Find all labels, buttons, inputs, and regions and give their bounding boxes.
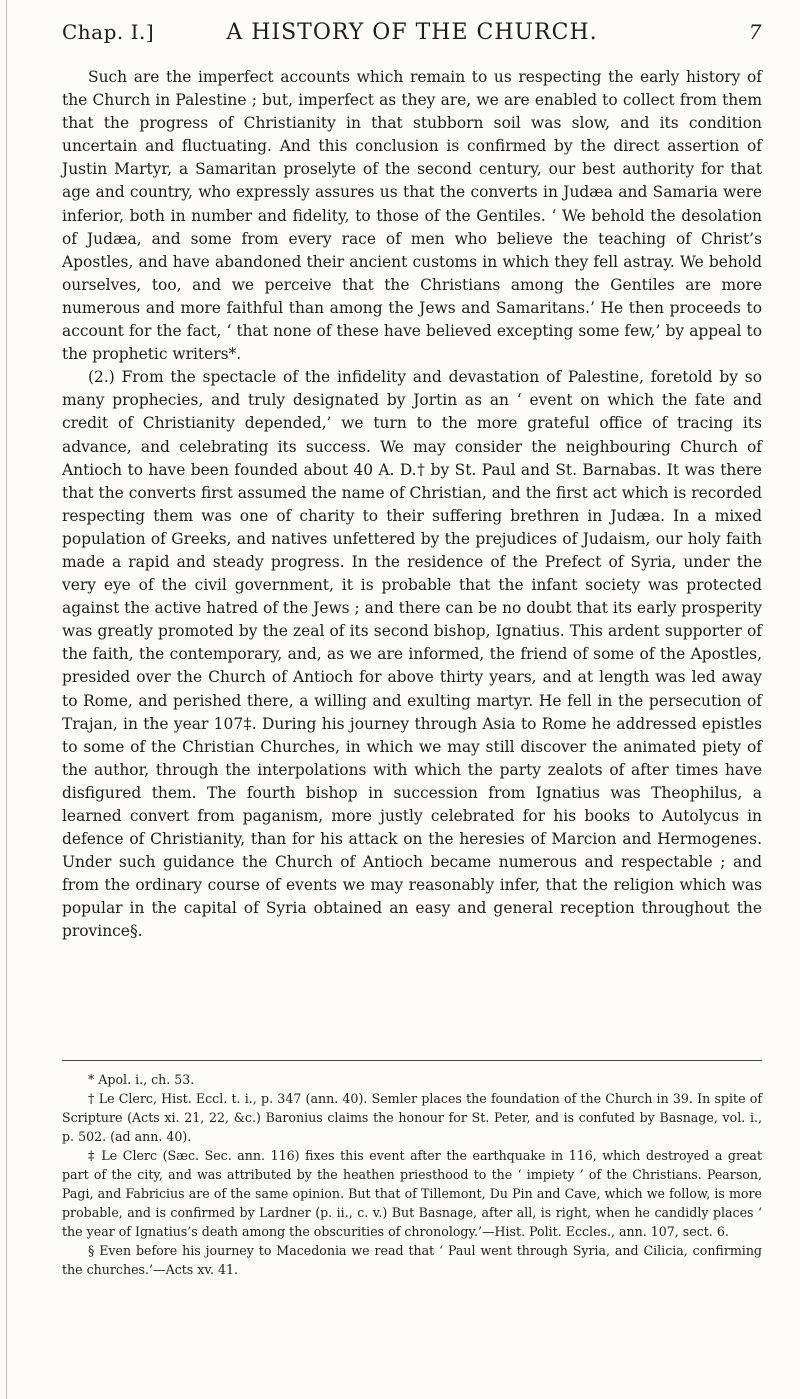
paragraph-2: (2.) From the spectacle of the infidelity and devastation of Palestine, foretold by so many prophecies, and truly designated by Jortin as an ‘ event on which the fate and credit of Christianity depended,’ we turn to the more grateful office of tracing its advance, and celebrating its success. We may consider the neighbouring Church of Antioch to have been founded about 40 A. D.† by St. Paul and St. Barnabas. It was there that the converts first assumed the name of Christian, and the first act which is recorded respecting them was one of charity to their suffering brethren in Judæa. In a mixed population of Greeks, and natives unfettered by the prejudices of Judaism, our holy faith made a rapid and steady progress. In the residence of the Prefect of Syria, under the very eye of the civil government, it is probable that the infant society was protected against the active hatred of the Jews ; and there can be no doubt that its early prosperity was greatly promoted by the zeal of its second bishop, Ignatius. This ardent supporter of the faith, the contemporary, and, as we are informed, the friend of some of the Apostles, presided over the Church of Antioch for above thirty years, and at length was led away to Rome, and perished there, a willing and exulting martyr. He fell in the persecution of Trajan, in the year 107‡. During his journey through Asia to Rome he addressed epistles to some of the Christian Churches, in which we may still discover the animated piety of the author, through the interpolations with which the party zealots of after times have disfigured them. The fourth bishop in succession from Ignatius was Theophilus, a learned convert from paganism, more justly celebrated for his books to Autolycus in defence of Christianity, than for his attack on the heresies of Marcion and Hermogenes. Under such guidance the Church of Antioch became numerous and respectable ; and from the ordinary course of events we may reasonably infer, that the religion which was popular in the capital of Syria obtained an easy and general reception throughout the province§.	[62, 368, 762, 941]
footnote-1: * Apol. i., ch. 53.	[88, 1072, 195, 1087]
paragraph-1: Such are the imperfect accounts which remain to us respecting the early history of the Church in Palestine ; but, imperfect as they are, we are enabled to collect from them that the progress of Christianity in that stubborn soil was slow, and its condition uncertain and fluctuating. And this conclusion is confirmed by the direct assertion of Justin Martyr, a Samaritan proselyte of the second century, our best authority for that age and country, who expressly assures us that the converts in Judæa and Samaria were inferior, both in number and fidelity, to those of the Gentiles. ‘ We behold the desolation of Judæa, and some from every race of men who believe the teaching of Christ’s Apostles, and have abandoned their ancient customs in which they fell astray. We behold ourselves, too, and we perceive that the Christians among the Gentiles are more numerous and more faithful than among the Jews and Samaritans.’ He then proceeds to account for the fact, ‘ that none of these have believed excepting some few,’ by appeal to the prophetic writers*.	[62, 68, 762, 364]
footnote-3: ‡ Le Clerc (Sæc. Sec. ann. 116) fixes this event after the earthquake in 116, which destroyed a great part of the city, and was attributed by the heathen priesthood to the ‘ impiety ’ of the Christians. Pearson, Pagi, and Fabricius are of the same opinion. But that of Tillemont, Du Pin and Cave, which we follow, is more probable, and is confirmed by Lardner (p. ii., c. v.) But Basnage, after all, is right, when he candidly places ‘ the year of Ignatius’s death among the obscurities of chronology.’—Hist. Polit. Eccles., ann. 107, sect. 6.	[62, 1148, 762, 1239]
chapter-label: Chap. I.]	[62, 20, 155, 44]
footnotes	[62, 1070, 762, 1279]
page-number: 7	[748, 20, 762, 44]
running-title: A HISTORY OF THE CHURCH.	[226, 20, 598, 45]
footnote-2: † Le Clerc, Hist. Eccl. t. i., p. 347 (ann. 40). Semler places the foundation of the Church in 39. In spite of Scripture (Acts xi. 21, 22, &c.) Baronius claims the honour for St. Peter, and is confuted by Basnage, vol. i., p. 502. (ad ann. 40).	[62, 1091, 762, 1144]
page-edge-line	[6, 0, 7, 1399]
footnote-rule	[62, 1060, 762, 1061]
footnote-4: § Even before his journey to Macedonia we read that ‘ Paul went through Syria, and Cilicia, confirming the churches.’—Acts xv. 41.	[62, 1243, 762, 1277]
main-text	[62, 66, 762, 944]
running-header	[62, 20, 762, 48]
